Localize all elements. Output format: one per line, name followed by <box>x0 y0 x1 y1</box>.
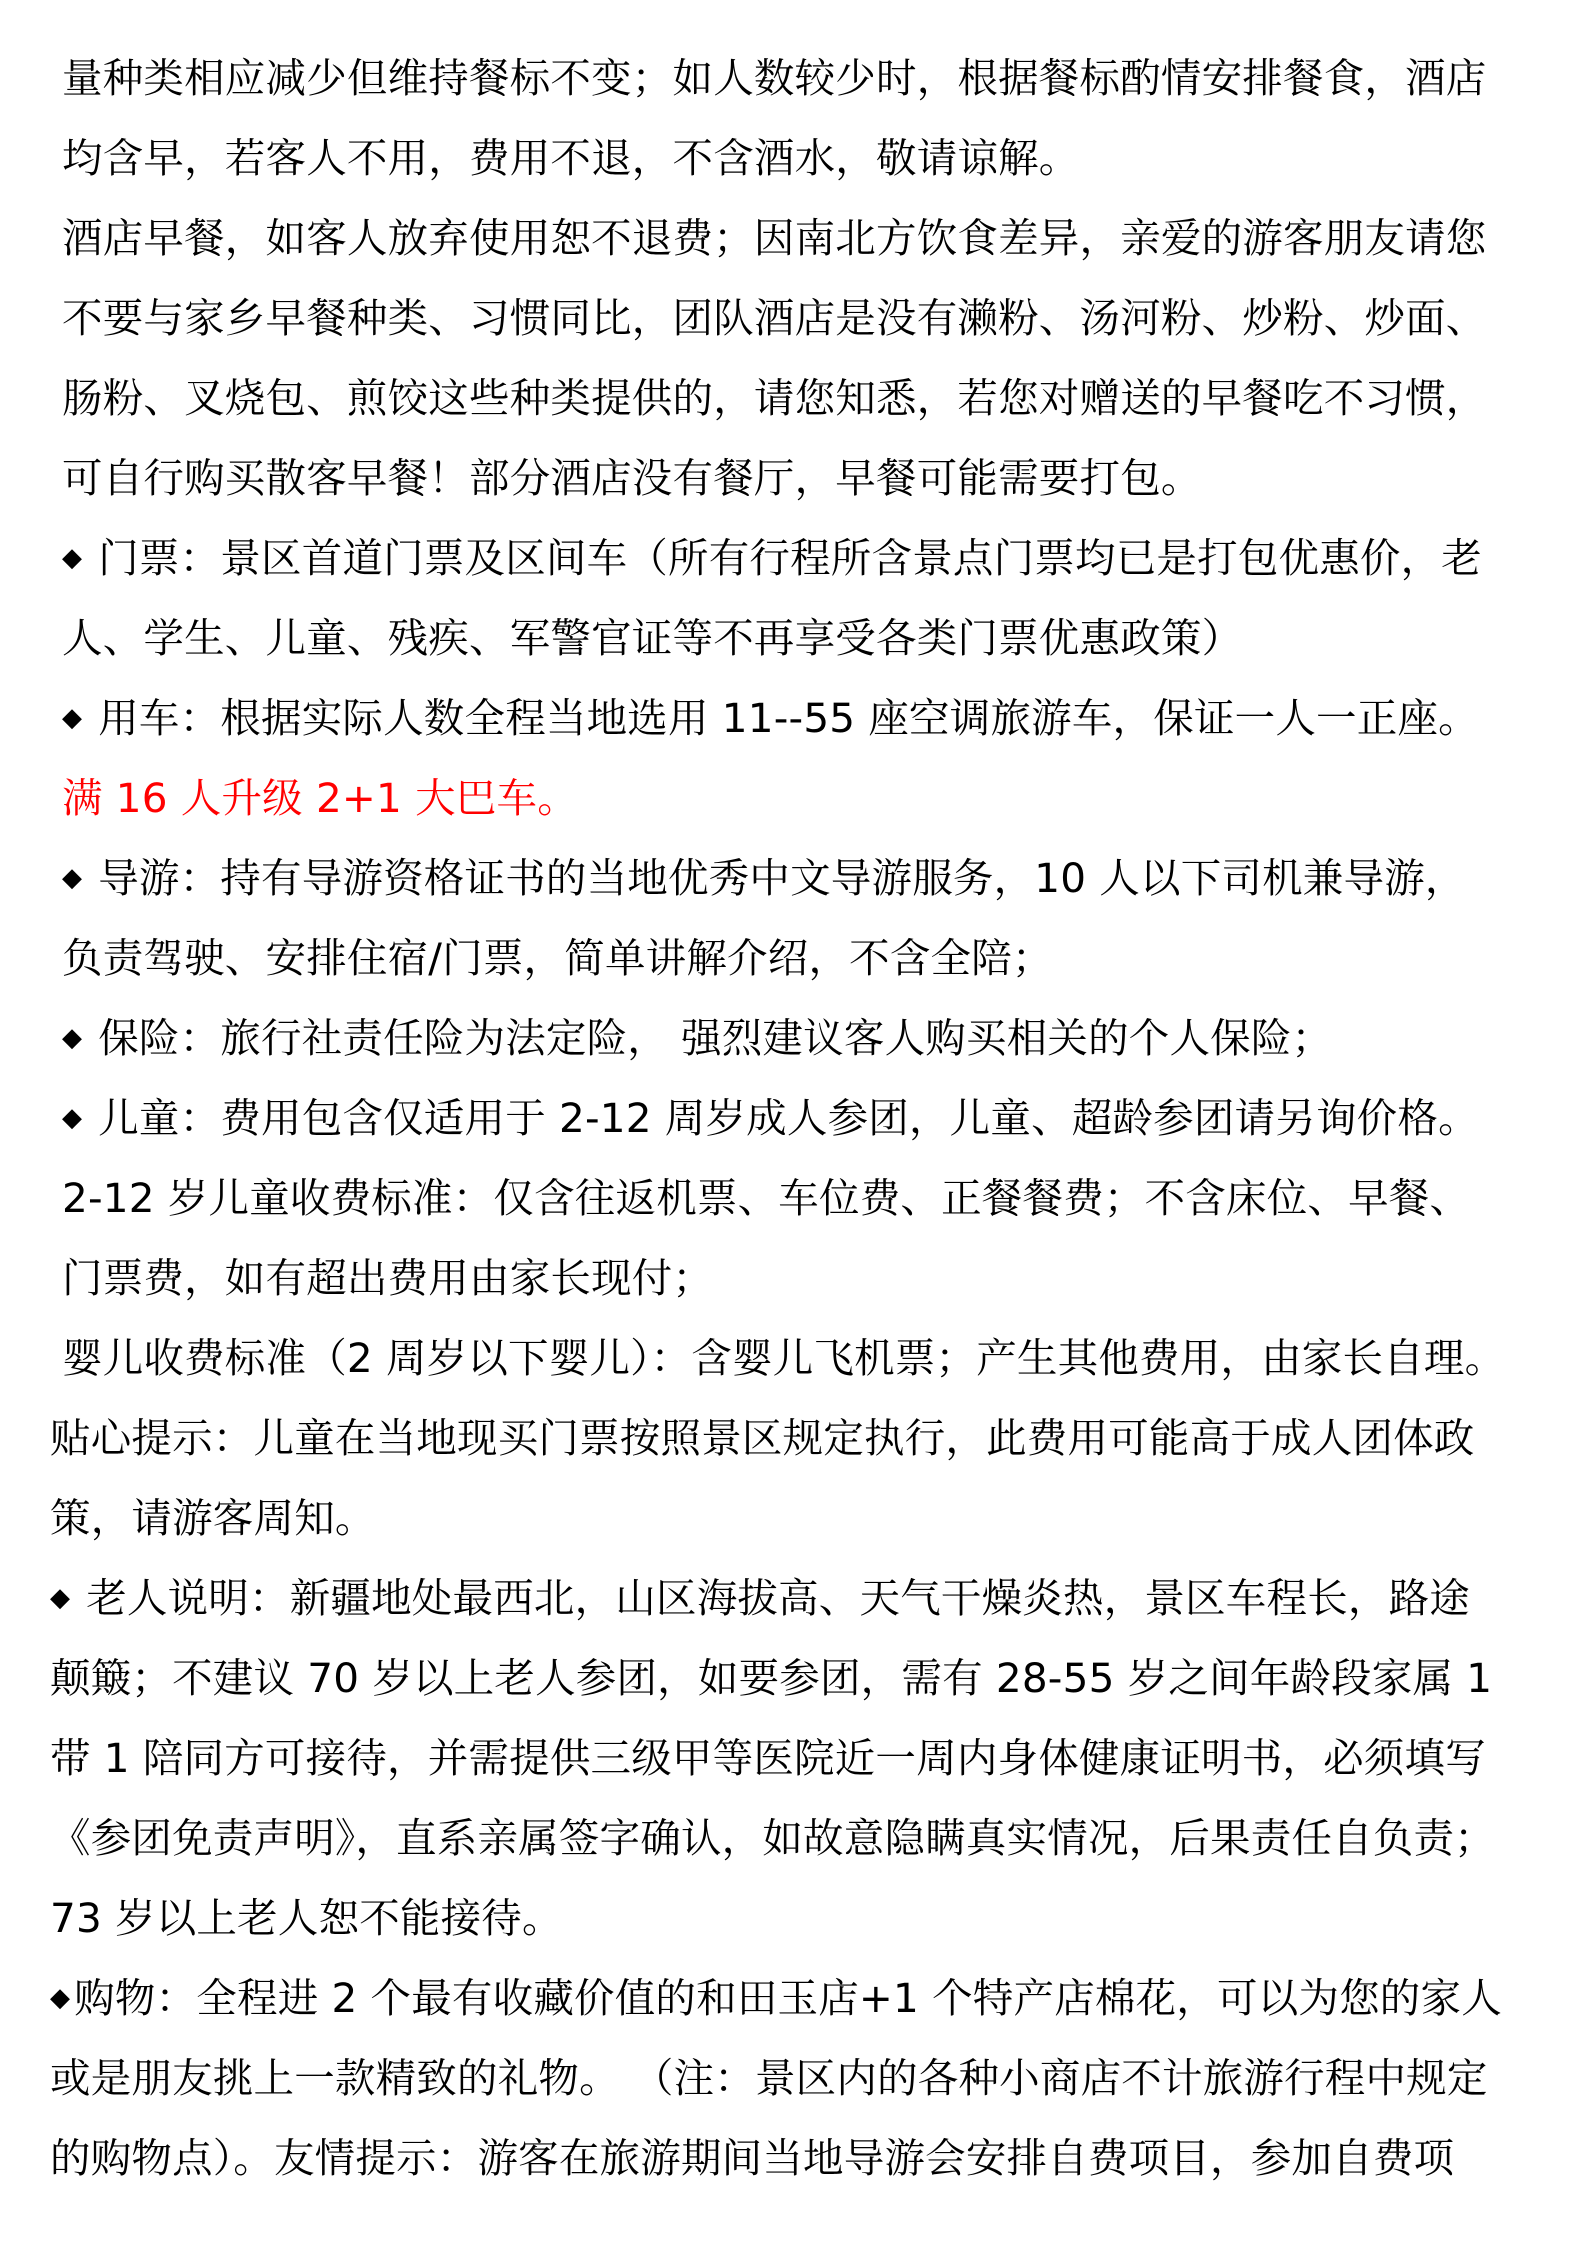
bullet-item-elderly: ◆ 老人说明：新疆地处最西北，山区海拔高、天气干燥炎热，景区车程长，路途 <box>50 1570 1470 1626</box>
text-line: 的购物点）。友情提示：游客在旅游期间当地导游会安排自费项目，参加自费项 <box>50 2134 1455 2182</box>
text-line: 可自行购买散客早餐！部分酒店没有餐厅，早餐可能需要打包。 <box>62 454 1202 502</box>
text-line: 量种类相应减少但维持餐标不变；如人数较少时，根据餐标酌情安排餐食，酒店 <box>62 54 1487 102</box>
highlight-line: 满 16 人升级 2+1 大巴车。 <box>62 774 578 822</box>
bullet-item-tickets: ◆ 门票：景区首道门票及区间车（所有行程所含景点门票均已是打包优惠价，老 <box>62 530 1482 586</box>
text-line: 策，请游客周知。 <box>50 1494 376 1542</box>
bullet-item-shopping: ◆购物：全程进 2 个最有收藏价值的和田玉店+1 个特产店棉花，可以为您的家人 <box>50 1970 1502 2026</box>
text-line: 2-12 岁儿童收费标准：仅含往返机票、车位费、正餐餐费；不含床位、早餐、 <box>62 1174 1471 1222</box>
text-line: 73 岁以上老人恕不能接待。 <box>50 1894 563 1942</box>
text-line: 《参团免责声明》，直系亲属签字确认，如故意隐瞒真实情况，后果责任自负责； <box>50 1814 1495 1862</box>
diamond-bullet-icon: ◆ <box>50 1983 71 2013</box>
text-line: 婴儿收费标准（2 周岁以下婴儿）：含婴儿飞机票；产生其他费用，由家长自理。 <box>62 1334 1506 1382</box>
diamond-bullet-icon: ◆ <box>62 863 83 893</box>
text-line: 门票费，如有超出费用由家长现付； <box>62 1254 714 1302</box>
text-line: 贴心提示：儿童在当地现买门票按照景区规定执行，此费用可能高于成人团体政 <box>50 1414 1475 1462</box>
diamond-bullet-icon: ◆ <box>62 703 83 733</box>
text-line: 带 1 陪同方可接待，并需提供三级甲等医院近一周内身体健康证明书，必须填写 <box>50 1734 1486 1782</box>
text-line: 负责驾驶、安排住宿/门票，简单讲解介绍，不含全陪； <box>62 934 1053 982</box>
text-line: 或是朋友挑上一款精致的礼物。 （注：景区内的各种小商店不计旅游行程中规定 <box>50 2054 1488 2102</box>
text-line: 颠簸；不建议 70 岁以上老人参团，如要参团，需有 28-55 岁之间年龄段家属 1 <box>50 1654 1493 1702</box>
text-line: 酒店早餐，如客人放弃使用恕不退费；因南北方饮食差异，亲爱的游客朋友请您 <box>62 214 1487 262</box>
bullet-item-guide: ◆ 导游：持有导游资格证书的当地优秀中文导游服务，10 人以下司机兼导游， <box>62 850 1466 906</box>
diamond-bullet-icon: ◆ <box>50 1583 71 1613</box>
diamond-bullet-icon: ◆ <box>62 1023 83 1053</box>
diamond-bullet-icon: ◆ <box>62 1103 83 1133</box>
bullet-item-insurance: ◆ 保险：旅行社责任险为法定险， 强烈建议客人购买相关的个人保险； <box>62 1010 1332 1066</box>
bullet-item-vehicle: ◆ 用车：根据实际人数全程当地选用 11--55 座空调旅游车，保证一人一正座。 <box>62 690 1479 746</box>
bullet-item-children: ◆ 儿童：费用包含仅适用于 2-12 周岁成人参团，儿童、超龄参团请另询价格。 <box>62 1090 1479 1146</box>
text-line: 肠粉、叉烧包、煎饺这些种类提供的，请您知悉，若您对赠送的早餐吃不习惯， <box>62 374 1487 422</box>
diamond-bullet-icon: ◆ <box>62 543 83 573</box>
text-line: 人、学生、儿童、残疾、军警官证等不再享受各类门票优惠政策） <box>62 614 1243 662</box>
text-line: 不要与家乡早餐种类、习惯同比，团队酒店是没有濑粉、汤河粉、炒粉、炒面、 <box>62 294 1487 342</box>
text-line: 均含早，若客人不用，费用不退，不含酒水，敬请谅解。 <box>62 134 1080 182</box>
